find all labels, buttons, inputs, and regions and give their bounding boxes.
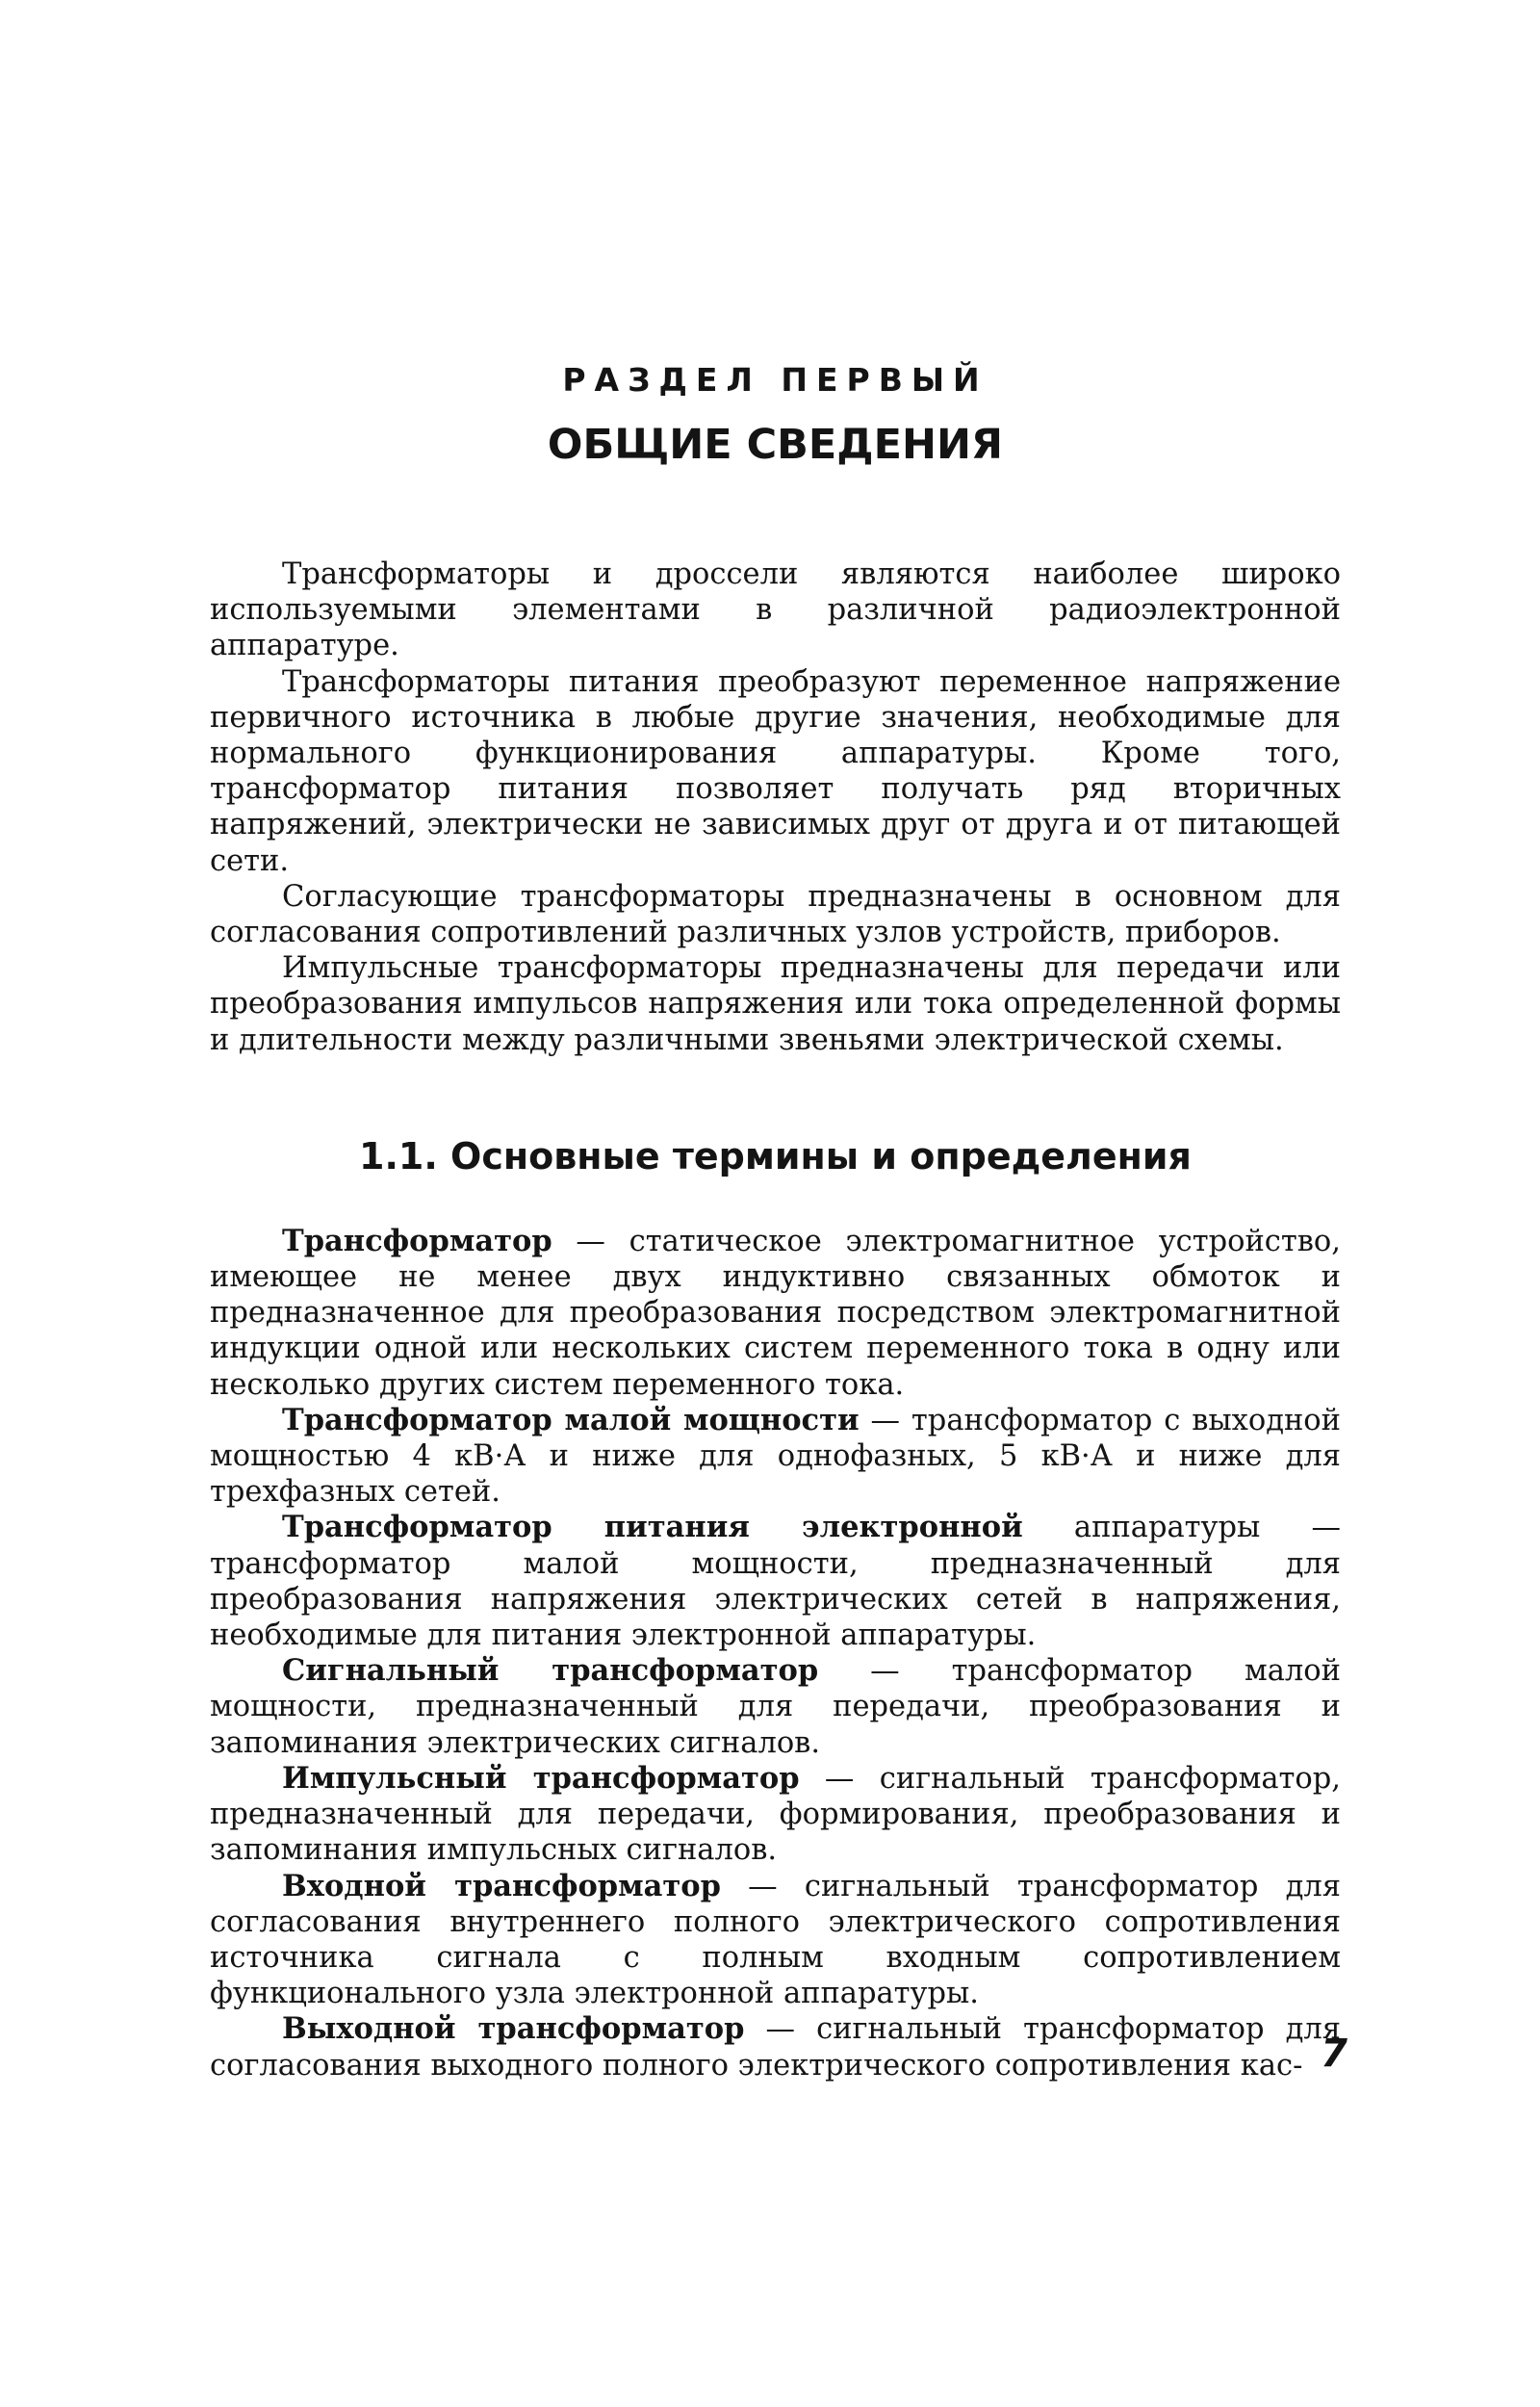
chapter-title: ОБЩИЕ СВЕДЕНИЯ (547, 421, 1004, 469)
definition-term: Входной трансформатор (282, 1868, 721, 1903)
page-content (210, 356, 1341, 2083)
intro-paragraph: Трансформаторы и дроссели являются наиболее широко используемыми элементами в различной радиоэлектронной аппаратуре. (210, 557, 1341, 663)
definition-text: — трансформатор малой мощности, предназначенный для передачи, преобразования и запоминания электрических сигналов. (210, 1654, 1341, 1760)
definition-text: — сигнальный трансформатор для согласования выходного полного электрического сопротивления кас- (210, 2012, 1341, 2083)
definition-text: аппаратуры — трансформатор малой мощности, предназначенный для преобразования напряжения электрических сетей в напряжения, необходимые для питания электронной аппаратуры. (210, 1511, 1341, 1653)
definition-term: Выходной трансформатор (282, 2011, 745, 2047)
page-number: 7 (1321, 2032, 1348, 2076)
definition-paragraph (210, 1761, 1341, 1869)
intro-paragraph: Импульсные трансформаторы предназначены для передачи или преобразования импульсов напряжения или тока определенной формы и длительности между различными звеньями электрической схемы. (210, 951, 1341, 1057)
definition-paragraph (210, 1653, 1341, 1761)
definition-paragraph (210, 2011, 1341, 2083)
definition-text: — трансформатор с выходной мощностью 4 кВ·А и ниже для однофазных, 5 кВ·А и ниже для трехфазных сетей. (210, 1403, 1342, 1510)
definition-term: Трансформатор малой мощности (282, 1402, 860, 1437)
definition-term: Трансформатор (282, 1223, 552, 1258)
definitions-list (210, 1224, 1341, 2083)
definition-text: — сигнальный трансформатор для согласования внутреннего полного электрического сопротивления источника сигнала с полным входным сопротивлением функционального узла электронной аппаратуры. (210, 1869, 1341, 2011)
definition-text: — сигнальный трансформатор, предназначенный для передачи, формирования, преобразования и запоминания импульсных сигналов. (210, 1761, 1341, 1868)
definition-paragraph (210, 1510, 1341, 1653)
definition-paragraph (210, 1403, 1341, 1511)
section-heading: 1.1. Основные термины и определения (359, 1134, 1192, 1178)
definition-term: Сигнальный трансформатор (282, 1653, 819, 1689)
definition-term: Импульсный трансформатор (282, 1760, 800, 1796)
definition-paragraph (210, 1869, 1341, 2012)
definition-text: — статическое электромагнитное устройство, имеющее не менее двух индуктивно связанных обмоток и предназначенное для преобразования посредством электромагнитной индукции одной или нескольких систем переменного тока в одну или несколько других систем переменного тока. (210, 1224, 1341, 1402)
intro-text (210, 556, 1341, 1058)
intro-paragraph: Трансформаторы питания преобразуют переменное напряжение первичного источника в любые другие значения, необходимые для нормального функционирования аппаратуры. Кроме того, трансформатор питания позволяет получать ряд вторичных напряжений, электрически не зависимых друг от друга и от питающей сети. (210, 664, 1341, 878)
definition-term: Трансформатор питания электронной (282, 1510, 1023, 1545)
part-title: РАЗДЕЛ ПЕРВЫЙ (562, 361, 988, 399)
definition-paragraph (210, 1224, 1341, 1403)
intro-paragraph: Согласующие трансформаторы предназначены в основном для согласования сопротивлений различных узлов устройств, приборов. (210, 879, 1341, 950)
